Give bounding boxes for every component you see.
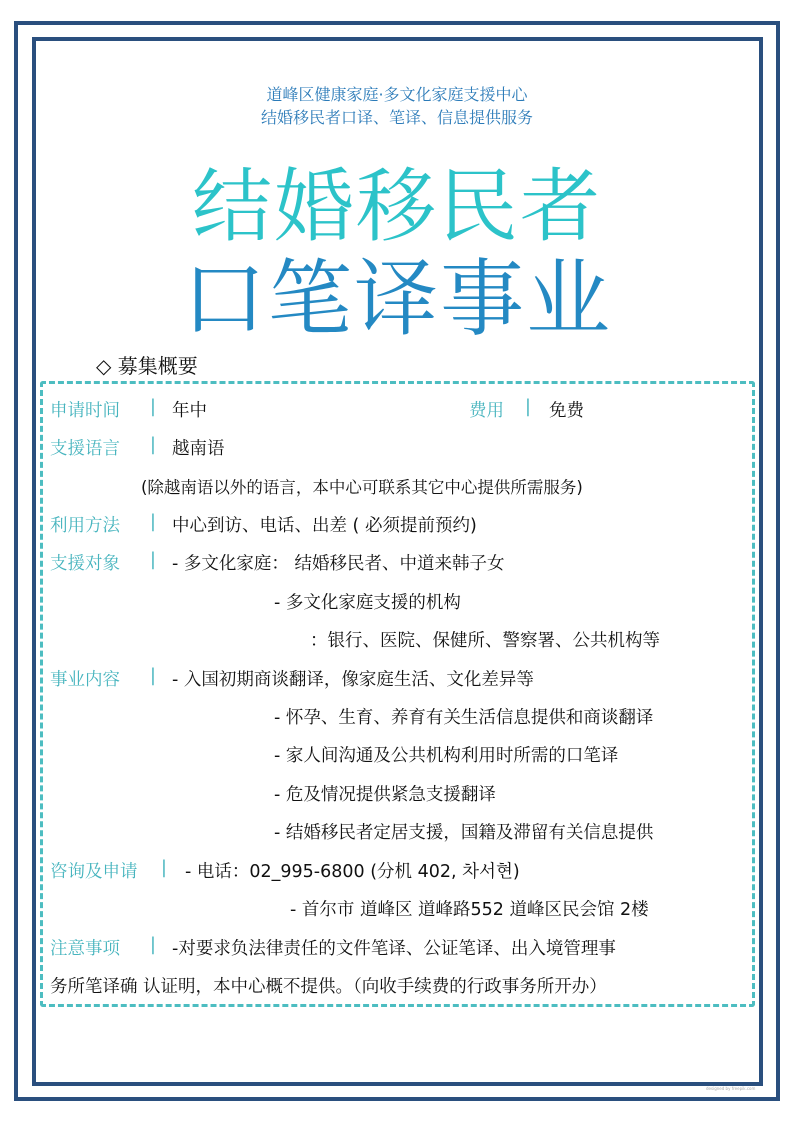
language-note: (除越南语以外的语言，本中心可联系其它中心提供所需服务) [141, 478, 583, 497]
target-line-2: - 多文化家庭支援的机构 [274, 593, 461, 613]
contact-line-2: - 首尔市 道峰区 道峰路552 道峰区民会馆 2楼 [290, 900, 649, 920]
notice-line-1: -对要求负法律责任的文件笔译、公证笔译、出入境管理事 [172, 939, 616, 959]
content-line-2: - 怀孕、生育、养育有关生活信息提供和商谈翻译 [274, 708, 654, 728]
separator: | [150, 935, 156, 955]
notice-label: 注意事项 [50, 939, 120, 959]
method-value: 中心到访、电话、出差 ( 必须提前预约) [172, 516, 477, 536]
language-value: 越南语 [172, 439, 225, 459]
contact-label: 咨询及申请 [50, 862, 138, 882]
target-label: 支援对象 [50, 554, 120, 574]
content-line-4: - 危及情况提供紧急支援翻译 [274, 785, 496, 805]
target-line-3: ：银行、医院、保健所、警察署、公共机构等 [310, 631, 660, 651]
title-line-1: 结婚移民者 [192, 160, 602, 253]
separator: | [150, 666, 156, 686]
content-label: 事业内容 [50, 670, 120, 690]
notice-line-2: 务所笔译确 认证明，本中心概不提供。（向收手续费的行政事务所开办） [50, 977, 607, 997]
contact-line-1: - 电话：02_995-6800 (分机 402, 차서현) [185, 862, 520, 882]
watermark: designed by freepik.com [706, 1086, 756, 1091]
content-line-5: - 结婚移民者定居支援，国籍及滞留有关信息提供 [274, 823, 654, 843]
content-line-1: - 入国初期商谈翻译，像家庭生活、文化差异等 [172, 670, 534, 690]
separator: | [161, 858, 167, 878]
title-line-2: 口笔译事业 [181, 250, 612, 348]
separator: | [525, 397, 531, 417]
separator: | [150, 512, 156, 532]
service-subtitle: 结婚移民者口译、笔译、信息提供服务 [260, 108, 533, 127]
fee-value: 免费 [549, 401, 584, 421]
fee-label: 费用 [469, 401, 504, 421]
separator: | [150, 435, 156, 455]
org-name: 道峰区健康家庭·多文化家庭支援中心 [266, 85, 528, 104]
separator: | [150, 397, 156, 417]
language-label: 支援语言 [50, 439, 120, 459]
target-line-1: - 多文化家庭： 结婚移民者、中道来韩子女 [172, 554, 505, 574]
separator: | [150, 550, 156, 570]
section-heading: ◇ 募集概要 [96, 354, 198, 378]
content-line-3: - 家人间沟通及公共机构利用时所需的口笔译 [274, 746, 619, 766]
method-label: 利用方法 [50, 516, 120, 536]
period-value: 年中 [172, 401, 207, 421]
period-label: 申请时间 [50, 401, 120, 421]
